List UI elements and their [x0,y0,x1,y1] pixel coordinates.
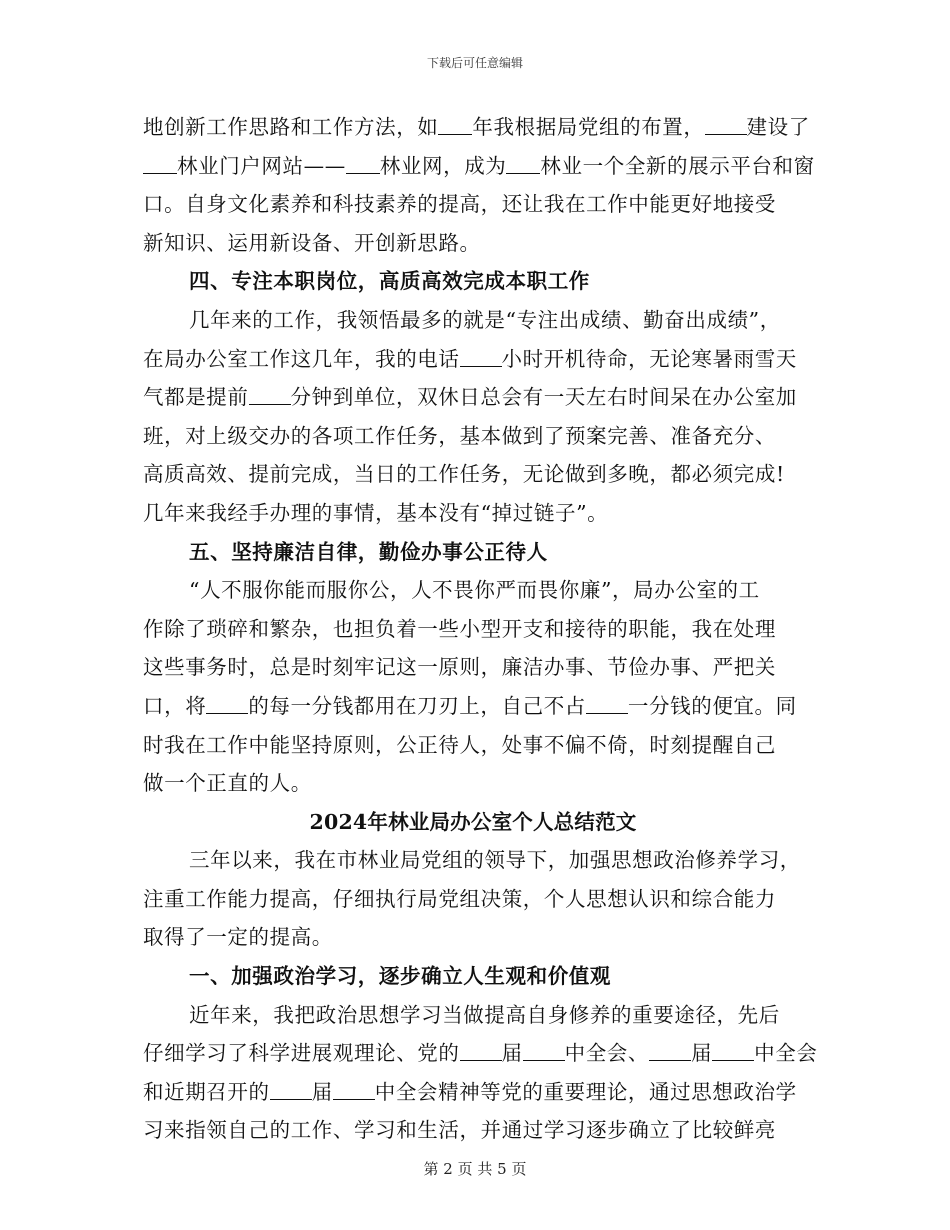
text-segment: 四、专注本职岗位，高质高效完成本职工作 [189,269,590,294]
text-segment: 的每一分钱都用在刀刃上，自己不占 [248,693,586,718]
text-segment: 取得了一定的提高。 [143,925,333,950]
fill-in-blank [506,155,540,174]
text-segment: 林业网，成为 [379,153,507,178]
text-segment: 林业门户网站—— [177,153,346,178]
text-segment: 近年来，我把政治思想学习当做提高自身修养的重要途径，先后 [189,1002,780,1027]
fill-in-blank [206,695,248,714]
text-segment: 届 [691,1041,713,1066]
text-segment: 中全会 [754,1041,818,1066]
text-line [143,996,803,1035]
text-segment: 口。自身文化素养和科技素养的提高，还让我在工作中能更好地接受 [143,192,776,217]
text-line [143,764,803,803]
text-line [143,455,803,494]
text-line [143,1073,803,1112]
text-segment: 口，将 [143,693,207,718]
text-segment: 几年来我经手办理的事情，基本没有“掉过链子”。 [143,500,609,525]
section-heading [143,262,803,301]
text-segment: 注重工作能力提高，仔细执行局党组决策，个人思想认识和综合能力 [143,886,776,911]
text-line [143,880,803,919]
text-segment: 届 [311,1079,333,1104]
text-segment: 中全会、 [564,1041,650,1066]
text-segment: 分钟到单位，双休日总会有一天左右时间呆在办公室加 [290,385,797,410]
text-line [143,841,803,880]
fill-in-blank [249,386,291,405]
text-segment: 五、坚持廉洁自律，勤俭办事公正待人 [189,539,548,564]
text-line [143,687,803,726]
text-line [143,301,803,340]
text-line [143,185,803,224]
text-segment: 一分钱的便宜。同 [627,693,797,718]
text-segment: 几年来的工作，我领悟最多的就是“专注出成绩、勤奋出成绩”， [189,307,781,332]
text-segment: 班，对上级交办的各项工作任务，基本做到了预案完善、准备充分、 [143,423,776,448]
fill-in-blank [523,1042,565,1061]
fill-in-blank [333,1081,375,1100]
text-segment: 新知识、运用新设备、开创新思路。 [143,230,481,255]
text-segment: 一、加强政治学习，逐步确立人生观和价值观 [189,964,611,989]
text-line [143,417,803,456]
header-note: 下载后可任意编辑 [426,56,523,70]
fill-in-blank [460,1042,502,1061]
text-segment: 这些事务时，总是时刻牢记这一原则，廉洁办事、节俭办事、严把关 [143,655,776,680]
text-segment: “人不服你能而服你公，人不畏你严而畏你廉”，局办公室的工 [189,578,760,603]
text-segment: 中全会精神等党的重要理论，通过思想政治学 [374,1079,797,1104]
text-line [143,494,803,533]
fill-in-blank [346,155,380,174]
text-line [143,726,803,765]
fill-in-blank [438,116,472,135]
section-heading [143,957,803,996]
text-line [143,571,803,610]
text-line [143,340,803,379]
text-segment: 高质高效、提前完成，当日的工作任务，无论做到多晚，都必须完成! [143,462,785,487]
page-footer: 第 2 页 共 5 页 [423,1160,527,1178]
fill-in-blank [649,1042,691,1061]
text-line [143,1111,803,1150]
text-segment: 习来指领自己的工作、学习和生活，并通过学习逐步确立了比较鲜亮 [143,1118,776,1143]
text-segment: 年我根据局党组的布置， [472,115,705,139]
text-line [143,378,803,417]
text-line [143,1034,818,1073]
text-segment: 在局办公室工作这几年，我的电话 [143,346,460,371]
text-segment: 届 [501,1041,523,1066]
text-segment: 林业一个全新的展示平台和窗 [540,153,815,178]
text-segment: 气都是提前 [143,385,249,410]
text-line [143,648,803,687]
text-segment: 和近期召开的 [143,1079,270,1104]
fill-in-blank [712,1042,754,1061]
fill-in-blank [705,116,747,135]
fill-in-blank [143,155,177,174]
text-segment: 2024年林业局办公室个人总结范文 [309,809,637,834]
text-line [143,918,803,957]
text-segment: 地创新工作思路和工作方法，如 [143,115,439,139]
text-segment: 建设了 [746,115,810,139]
text-line [143,224,803,263]
text-segment: 时我在工作中能坚持原则，公正待人，处事不偏不倚，时刻提醒自己 [143,732,776,757]
text-segment: 作除了琐碎和繁杂，也担负着一些小型开支和接待的职能，我在处理 [143,616,776,641]
document-body [143,108,818,1150]
section-heading [143,533,803,572]
text-line [143,108,810,147]
text-line [143,610,803,649]
text-segment: 小时开机待命，无论寒暑雨雪天 [501,346,797,371]
fill-in-blank [586,695,628,714]
fill-in-blank [270,1081,312,1100]
document-title [143,803,803,842]
text-segment: 三年以来，我在市林业局党组的领导下，加强思想政治修养学习， [189,848,801,873]
text-segment: 仔细学习了科学进展观理论、党的 [143,1041,460,1066]
text-line [143,147,815,186]
fill-in-blank [460,348,502,367]
text-segment: 做一个正直的人。 [143,771,312,796]
